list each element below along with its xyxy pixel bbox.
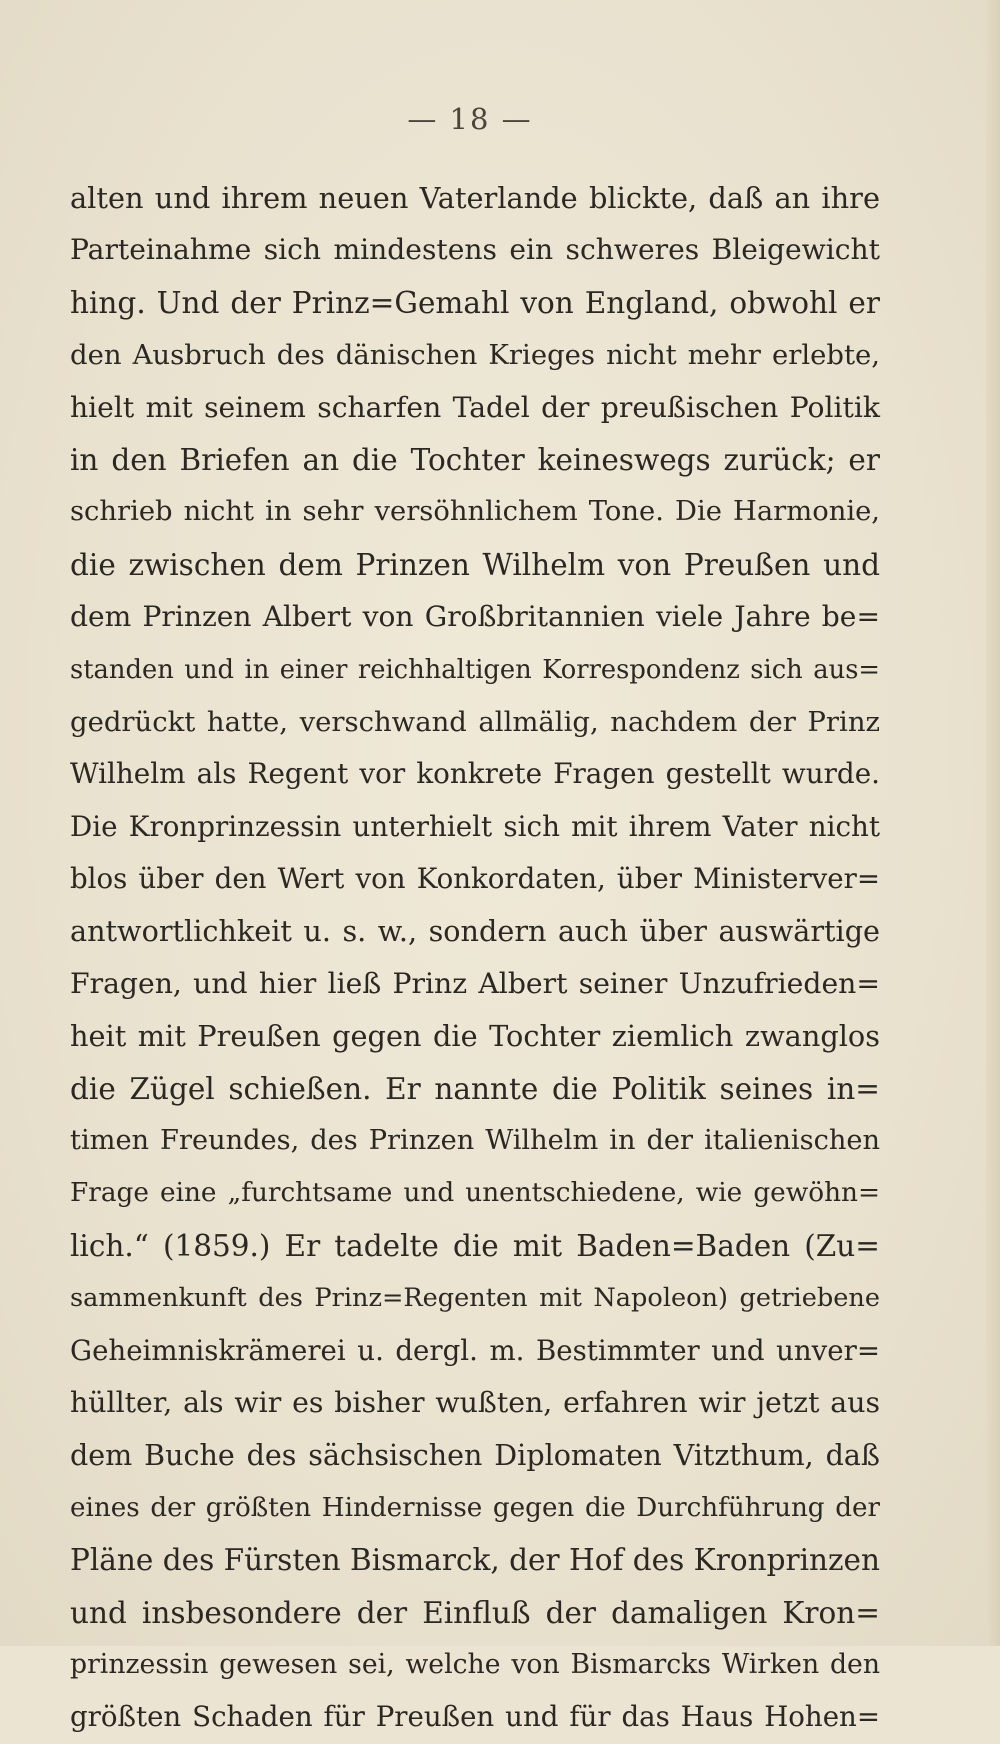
text-line: standen und in einer reichhaltigen Korrespondenz sich aus= xyxy=(70,654,880,685)
body-text xyxy=(70,172,880,1744)
text-line: timen Freundes, des Prinzen Wilhelm in der italienischen xyxy=(70,1125,880,1157)
text-line: alten und ihrem neuen Vaterlande blickte, daß an ihre xyxy=(70,181,880,215)
text-line: die zwischen dem Prinzen Wilhelm von Preußen und xyxy=(70,547,880,582)
text-line: dem Buche des sächsischen Diplomaten Vitzthum, daß xyxy=(70,1438,880,1473)
text-line: Parteinahme sich mindestens ein schweres Bleigewicht xyxy=(70,233,880,267)
text-line: Frage eine „furchtsame und unentschiedene, wie gewöhn= xyxy=(70,1178,880,1209)
text-line: die Zügel schießen. Er nannte die Politik seines in= xyxy=(70,1071,880,1106)
text-line: hing. Und der Prinz=Gemahl von England, obwohl er xyxy=(70,285,880,320)
text-line: Fragen, und hier ließ Prinz Albert seiner Unzufrieden= xyxy=(70,966,880,1000)
text-line: Pläne des Fürsten Bismarck, der Hof des Kronprinzen xyxy=(70,1543,880,1578)
text-line: Geheimniskrämerei u. dergl. m. Bestimmter und unver= xyxy=(70,1333,880,1367)
text-line: den Ausbruch des dänischen Krieges nicht mehr erlebte, xyxy=(70,339,880,372)
page-number: — 18 — xyxy=(407,102,533,136)
text-line: eines der größten Hindernisse gegen die Durchführung der xyxy=(70,1492,880,1523)
text-line: Wilhelm als Regent vor konkrete Fragen gestellt wurde. xyxy=(70,757,880,791)
text-line: blos über den Wert von Konkordaten, über Ministerver= xyxy=(70,862,880,896)
text-line: und insbesondere der Einfluß der damaligen Kron= xyxy=(70,1595,880,1630)
text-line: heit mit Preußen gegen die Tochter ziemlich zwanglos xyxy=(70,1019,880,1054)
text-line: größten Schaden für Preußen und für das Haus Hohen= xyxy=(70,1700,880,1734)
text-line: Die Kronprinzessin unterhielt sich mit ihrem Vater nicht xyxy=(70,809,880,843)
text-line: dem Prinzen Albert von Großbritannien viele Jahre be= xyxy=(70,600,880,634)
text-line: prinzessin gewesen sei, welche von Bismarcks Wirken den xyxy=(70,1648,880,1680)
text-line: sammenkunft des Prinz=Regenten mit Napoleon) getriebene xyxy=(70,1283,880,1314)
text-line: hielt mit seinem scharfen Tadel der preußischen Politik xyxy=(70,390,880,424)
text-line: lich.“ (1859.) Er tadelte die mit Baden=Baden (Zu= xyxy=(70,1228,880,1263)
text-line: schrieb nicht in sehr versöhnlichem Tone. Die Harmonie, xyxy=(70,496,880,528)
page-edge-shadow xyxy=(986,0,1000,1646)
text-line: hüllter, als wir es bisher wußten, erfahren wir jetzt aus xyxy=(70,1385,880,1419)
text-line: gedrückt hatte, verschwand allmälig, nachdem der Prinz xyxy=(70,705,880,738)
text-line: in den Briefen an die Tochter keineswegs zurück; er xyxy=(70,442,880,477)
text-line: antwortlichkeit u. s. w., sondern auch über auswärtige xyxy=(70,914,880,949)
